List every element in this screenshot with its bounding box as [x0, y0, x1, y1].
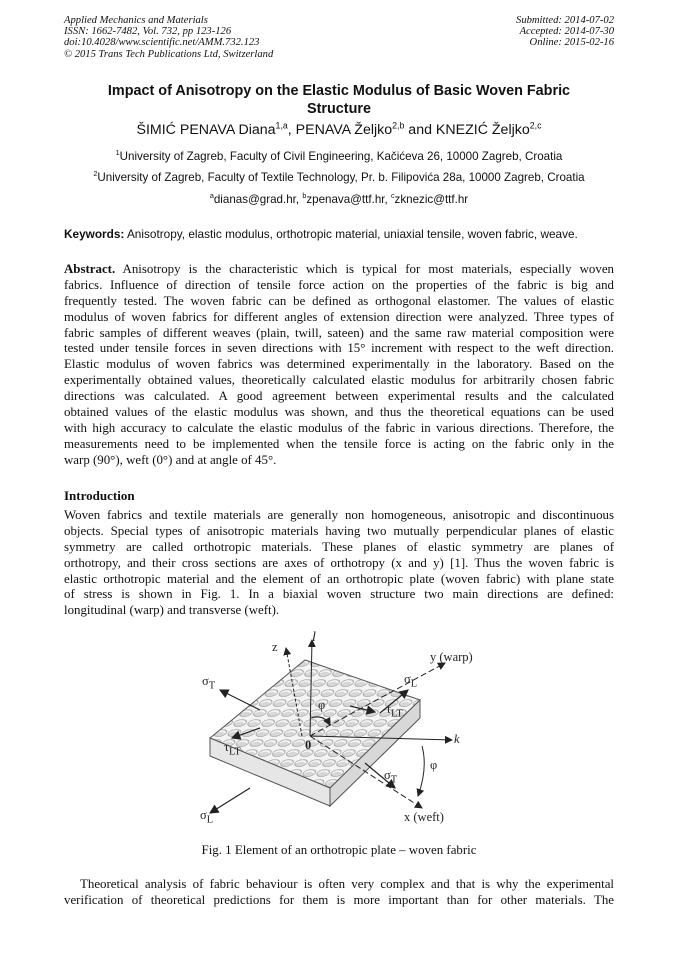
tau-symbol: τ [224, 740, 230, 754]
author-list [40, 121, 638, 139]
affiliation-1-text: University of Zagreb, Faculty of Civil Engineering, Kačićeva 26, 10000 Zagreb, Croatia [119, 150, 563, 163]
label-origin: 0 [305, 738, 312, 752]
figure-caption: Fig. 1 Element of an orthotropic plate – woven fabric [201, 843, 477, 857]
author-1: ŠIMIĆ PENAVA Diana [136, 122, 276, 138]
sigma-symbol: σ [404, 672, 411, 686]
intro-line: objects. Special types of anisotropic materials having two mutually perpendicular planes of elastic [64, 523, 614, 538]
tau-subscript: LT [391, 708, 403, 720]
keywords-text: Anisotropy, elastic modulus, orthotropic material, uniaxial tensile, woven fabric, weave. [124, 227, 578, 241]
intro-line: Woven fabrics and textile materials are generally non homogeneous, anisotropic and discontinuous [64, 508, 614, 522]
affiliation-1 [20, 150, 658, 164]
intro-line: elastic orthotropic material and the element of an orthotropic plate (woven fabric) with plane state [64, 571, 614, 586]
label-y-warp: y (warp) [430, 650, 473, 664]
paper-title [64, 82, 614, 118]
final-line: verification of theoretical predictions for them is more important than for other materials. The [64, 892, 614, 907]
sigma-subscript: L [206, 814, 214, 826]
sigma-subscript: T [390, 774, 398, 786]
email-a-sup: a [209, 191, 214, 201]
abstract-line: fabrics. Influence of direction of tensile force action on the properties of the fabric is big and [64, 277, 614, 292]
label-phi-right: φ [430, 758, 438, 772]
title-line-1: Impact of Anisotropy on the Elastic Modulus of Basic Woven Fabric [107, 83, 571, 99]
abstract-line-text: Anisotropy is the characteristic which is typical for most materials, especially woven [115, 262, 614, 276]
abstract-label: Abstract. [64, 262, 116, 276]
author-3: and KNEZIĆ Željko [404, 122, 530, 138]
journal-issn: ISSN: 1662-7482, Vol. 732, pp 123-126 [64, 26, 232, 38]
journal-copyright: © 2015 Trans Tech Publications Ltd, Switzerland [64, 48, 274, 60]
date-accepted: Accepted: 2014-07-30 [519, 26, 614, 38]
submission-dates [516, 15, 614, 49]
intro-line: orthotropy, and their cross sections are axes of orthotropy (x and y) [1]. Thus the woven fabric is [64, 555, 614, 570]
sigma-t-arrow-left [220, 690, 260, 710]
email-b[interactable]: zpenava@ttf.hr, [306, 193, 391, 206]
sigma-subscript: T [208, 680, 216, 692]
abstract-line: frequently tested. The woven fabric can be defined as orthogonal elastomer. The values of elastic [64, 293, 614, 308]
abstract-line: with high accuracy to calculate the elastic modulus of the fabric in various directions. Therefore, the [64, 420, 614, 435]
sigma-l-arrow-left [210, 788, 250, 813]
label-tau-lt-left [224, 740, 241, 758]
final-line: Theoretical analysis of fabric behaviour is often very complex and that is why the experimental [80, 877, 614, 891]
label-tau-lt-right [386, 702, 403, 720]
sigma-symbol: σ [202, 674, 209, 688]
author-2: , PENAVA Željko [287, 122, 393, 138]
affiliation-2-text: University of Zagreb, Faculty of Textile Technology, Pr. b. Filipovića 28a, 10000 Zagreb, Croatia [97, 171, 585, 184]
author-3-sup: 2,c [529, 120, 542, 131]
label-x-weft: x (weft) [404, 810, 444, 824]
abstract-line: fabric samples of different weaves (plain, twill, sateen) and the same raw material composition were [64, 325, 614, 340]
label-sigma-l-right [404, 672, 417, 690]
email-c-sup: c [390, 191, 395, 201]
abstract-line: modulus of woven fabrics for different angles of extension direction were analyzed. Three types of [64, 309, 614, 324]
keywords [64, 227, 614, 241]
sigma-subscript: L [410, 678, 418, 690]
affiliation-2-sup: 2 [93, 169, 98, 179]
label-sigma-t-left [202, 674, 215, 692]
email-list [20, 193, 658, 207]
affiliation-1-sup: 1 [115, 148, 120, 158]
abstract-line: obtained values of the elastic modulus was shown, and thus the theoretical equations can be used [64, 405, 614, 420]
abstract-line [64, 262, 614, 278]
label-sigma-t-right [384, 768, 397, 786]
date-submitted: Submitted: 2014-07-02 [516, 15, 614, 26]
author-2-sup: 2,b [392, 120, 405, 131]
sigma-symbol: σ [384, 768, 391, 782]
intro-line: of stress is shown in Fig. 1. In a biaxial woven structure two main directions are defined: [64, 587, 614, 602]
journal-name: Applied Mechanics and Materials [64, 15, 208, 26]
email-b-sup: b [302, 191, 307, 201]
abstract-line: tested under tensile forces in seven directions with 15° increment with respect to the weft direction. [64, 341, 614, 356]
tau-subscript: LT [229, 746, 241, 758]
date-online: Online: 2015-02-16 [529, 37, 614, 49]
tau-symbol: τ [386, 702, 392, 716]
sigma-symbol: σ [200, 808, 207, 822]
title-line-2: Structure [307, 101, 371, 117]
introduction-paragraph [64, 508, 614, 619]
affiliation-2 [20, 171, 658, 185]
figure-orthotropic-plate [190, 628, 490, 828]
section-heading-introduction: Introduction [64, 488, 135, 503]
label-phi-top: φ [318, 698, 326, 712]
label-k: k [454, 732, 460, 746]
abstract-line: Elastic modulus of woven fabrics was determined experimentally in the laboratory. Based on the [64, 357, 614, 372]
author-1-sup: 1,a [275, 120, 288, 131]
label-z: z [272, 640, 278, 654]
abstract-line: measurements need to be implemented when the tensile force is acting on the fabric only in the [64, 436, 614, 451]
intro-line: longitudinal (warp) and transverse (weft). [64, 603, 280, 618]
journal-header [64, 15, 273, 60]
keywords-label: Keywords: [64, 227, 125, 241]
journal-doi: doi:10.4028/www.scientific.net/AMM.732.123 [64, 37, 260, 49]
label-l: l [312, 630, 316, 645]
email-a[interactable]: dianas@grad.hr, [213, 193, 303, 206]
final-paragraph [64, 877, 614, 909]
abstract-line: experimentally obtained values, theoretically calculated elastic modulus for arbitrarily chosen fabric [64, 373, 614, 388]
phi-arc-right [418, 746, 424, 796]
email-c[interactable]: zknezic@ttf.hr [394, 193, 469, 206]
abstract [64, 262, 614, 469]
abstract-line: directions was calculated. A good agreement between experimental results and the calculated [64, 389, 614, 404]
label-sigma-l-left [200, 808, 213, 826]
abstract-line: warp (90°), weft (0°) and at angle of 45°. [64, 452, 277, 467]
intro-line: symmetry are called orthotropic materials. These planes of elastic symmetry are planes of [64, 539, 614, 554]
